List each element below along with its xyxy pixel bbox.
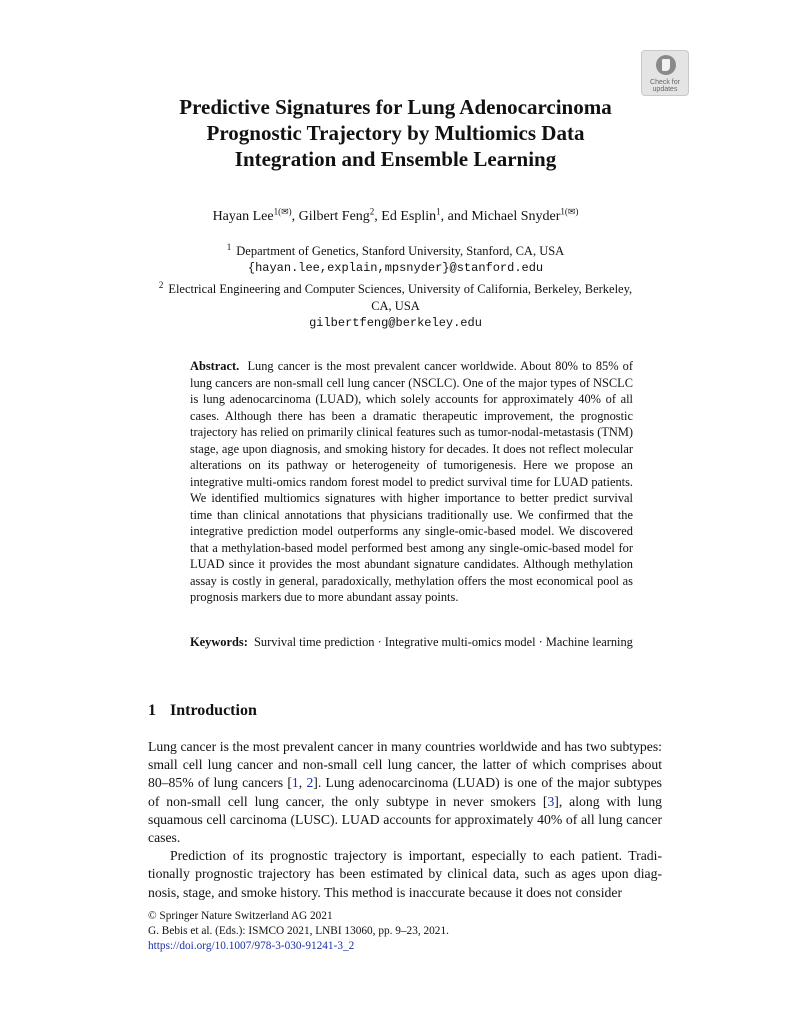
affiliation-2-email: gilbertfeng@berkeley.edu: [309, 316, 482, 331]
intro-body: [148, 738, 662, 902]
author: Hayan Lee$^{1(✉)}$,: [212, 206, 299, 224]
author: Ed Esplin$^1$, and: [381, 206, 472, 224]
intro-paragraph-2: Prediction of its prognostic trajectory is important, especially to each patient. Traditionally prognostic trajectory has been estimated by clinical data, such as ages upon diagnosis, stage, and smoke history. This method is inaccurate because it does not consider: [148, 848, 662, 900]
intro-paragraph-1: Lung cancer is the most prevalent cancer in many countries worldwide and has two subtypes: small cell lung cancer and non-small cell lung cancer, the latter of which comprises about 80–85% of lung cancers [1, 2]. Lung adenocarcinoma (LUAD) is one of the major subtypes of non-small cell lung cancer, the only subtype in never smokers [3], along with lung squamous cell carcinoma (LUSC). LUAD accounts for approximately 40% of all lung cancer cases.: [148, 739, 663, 846]
affiliations: [120, 239, 671, 332]
citation-link[interactable]: 3: [547, 793, 555, 809]
doi-link[interactable]: https://doi.org/10.1007/978-3-030-91241-3_2: [148, 940, 355, 952]
footer: [148, 909, 449, 954]
affiliation-1-email: {hayan.lee,explain,mpsnyder}@stanford.edu: [247, 261, 544, 276]
paper-title: [120, 94, 671, 172]
abstract-text: Lung cancer is the most prevalent cancer worldwide. About 80% to 85% of lung cancers are non-small cell lung cancer (NSCLC). One of the major types of NSCLC is lung adenocarcinoma (LUAD), which solely accounts for approximately 40% of all cases. Although there has been a dramatic therapeutic improvement, the prognostic trajectory has relied on primarily clinical features such as tumor-nodal-metastasis (TNM) stage, age upon diagnosis, and smoking history for decades. It does not reflect molecular alterations on its pathway or heterogeneity of tumorigenesis. Here we propose an integrative multi-omics random forest model to predict survival time for LUAD patients. We identified multiomics signatures with higher importance to better predict survival time than clinical annotations that physicians traditionally use. We confirmed that the integrative prediction model outperforms any single-omic-based model. We discovered that a methylation-based model performed best among any single-omic-based model for LUAD since it provides the most abundant signature candidates. Although methylation assay is costly in general, paradoxically, methylation offers the most economical pool as prognosis markers due to more abundant assay points.: [190, 359, 633, 604]
affiliation-2-cont: CA, USA: [371, 299, 420, 314]
title-line: Predictive Signatures for Lung Adenocarcinoma: [179, 95, 612, 119]
section-title: Introduction: [170, 702, 257, 719]
keywords-label: Keywords:: [190, 635, 248, 649]
title-line: Prognostic Trajectory by Multiomics Data: [206, 121, 585, 145]
keywords-text: Survival time prediction · Integrative multi-omics model · Machine learning: [254, 635, 633, 649]
citation-info: G. Bebis et al. (Eds.): ISMCO 2021, LNBI 13060, pp. 9–23, 2021.: [148, 925, 449, 937]
citation-link[interactable]: 1: [291, 775, 299, 791]
check-for-updates-badge[interactable]: [641, 50, 689, 96]
section-heading: [148, 702, 257, 720]
bookmark-icon: [656, 55, 676, 75]
author: Gilbert Feng$^2$,: [298, 206, 382, 224]
citation-link[interactable]: 2: [306, 775, 314, 791]
affiliation-1: $^1$ Department of Genetics, Stanford University, Stanford, CA, USA: [226, 242, 565, 259]
copyright: © Springer Nature Switzerland AG 2021: [148, 910, 333, 922]
affiliation-2: $^2$ Electrical Engineering and Computer Sciences, University of California, Berkeley, Berkeley,: [158, 280, 633, 297]
title-line: Integration and Ensemble Learning: [234, 147, 557, 171]
abstract: [190, 358, 633, 606]
badge-line2: updates: [652, 86, 678, 93]
author-list: [120, 206, 671, 225]
badge-line1: Check for: [650, 79, 680, 86]
keywords: [190, 634, 633, 651]
abstract-label: Abstract.: [190, 359, 240, 373]
author: Michael Snyder$^{1(✉)}$: [471, 206, 579, 224]
section-number: 1: [148, 702, 156, 719]
